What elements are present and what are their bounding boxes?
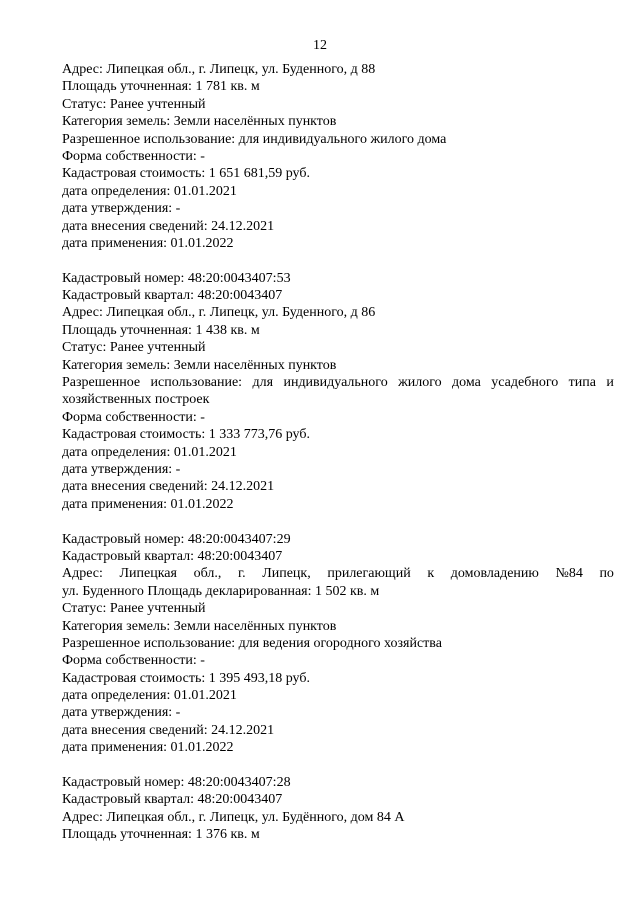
record-cadastral-value: Кадастровая стоимость: 1 333 773,76 руб. [62, 427, 310, 443]
record-block [62, 774, 614, 844]
record-ownership-form: Форма собственности: - [62, 148, 205, 164]
record-permitted-use: Разрешенное использование: для ведения огородного хозяйства [62, 635, 442, 651]
record-status: Статус: Ранее учтенный [62, 340, 206, 356]
record-block [62, 531, 614, 757]
record-area: Площадь уточненная: 1 781 кв. м [62, 79, 260, 95]
record-approval-date: дата утверждения: - [62, 705, 181, 721]
document-body [62, 61, 614, 844]
record-entry-date: дата внесения сведений: 24.12.2021 [62, 479, 275, 495]
paragraph-gap [62, 513, 614, 530]
record-determination-date: дата определения: 01.01.2021 [62, 183, 237, 199]
record-entry-date: дата внесения сведений: 24.12.2021 [62, 218, 275, 234]
record-cadastral-quarter: Кадастровый квартал: 48:20:0043407 [62, 792, 283, 808]
record-application-date: дата применения: 01.01.2022 [62, 496, 234, 512]
record-area: Площадь уточненная: 1 438 кв. м [62, 322, 260, 338]
record-area: Площадь уточненная: 1 376 кв. м [62, 827, 260, 843]
record-cadastral-quarter: Кадастровый квартал: 48:20:0043407 [62, 548, 283, 564]
record-permitted-use-continued: хозяйственных построек [62, 392, 210, 408]
record-land-category: Категория земель: Земли населённых пунктов [62, 618, 337, 634]
record-address: Адрес: Липецкая обл., г. Липецк, ул. Будённого, дом 84 А [62, 809, 405, 825]
record-cadastral-number: Кадастровый номер: 48:20:0043407:53 [62, 270, 291, 286]
record-application-date: дата применения: 01.01.2022 [62, 740, 234, 756]
record-ownership-form: Форма собственности: - [62, 409, 205, 425]
record-address: Адрес: Липецкая обл., г. Липецк, прилегающий к домовладению №84 по [62, 566, 614, 582]
record-determination-date: дата определения: 01.01.2021 [62, 444, 237, 460]
record-approval-date: дата утверждения: - [62, 201, 181, 217]
record-approval-date: дата утверждения: - [62, 461, 181, 477]
record-cadastral-quarter: Кадастровый квартал: 48:20:0043407 [62, 288, 283, 304]
paragraph-gap [62, 252, 614, 269]
record-cadastral-number: Кадастровый номер: 48:20:0043407:28 [62, 775, 291, 791]
record-address: Адрес: Липецкая обл., г. Липецк, ул. Буденного, д 86 [62, 305, 376, 321]
record-cadastral-value: Кадастровая стоимость: 1 651 681,59 руб. [62, 166, 310, 182]
record-address-continued: ул. Буденного Площадь декларированная: 1 502 кв. м [62, 583, 380, 599]
record-status: Статус: Ранее учтенный [62, 96, 206, 112]
record-cadastral-number: Кадастровый номер: 48:20:0043407:29 [62, 531, 291, 547]
record-block [62, 270, 614, 513]
record-determination-date: дата определения: 01.01.2021 [62, 688, 237, 704]
record-address: Адрес: Липецкая обл., г. Липецк, ул. Буденного, д 88 [62, 62, 376, 77]
paragraph-gap [62, 757, 614, 774]
record-land-category: Категория земель: Земли населённых пунктов [62, 357, 337, 373]
record-land-category: Категория земель: Земли населённых пунктов [62, 114, 337, 130]
record-status: Статус: Ранее учтенный [62, 601, 206, 617]
record-permitted-use: Разрешенное использование: для индивидуального жилого дома [62, 131, 447, 147]
record-entry-date: дата внесения сведений: 24.12.2021 [62, 722, 275, 738]
record-application-date: дата применения: 01.01.2022 [62, 235, 234, 251]
record-ownership-form: Форма собственности: - [62, 653, 205, 669]
page-number: 12 [313, 38, 327, 53]
record-block [62, 61, 614, 252]
record-permitted-use: Разрешенное использование: для индивидуального жилого дома усадебного типа и [62, 375, 614, 391]
record-cadastral-value: Кадастровая стоимость: 1 395 493,18 руб. [62, 670, 310, 686]
